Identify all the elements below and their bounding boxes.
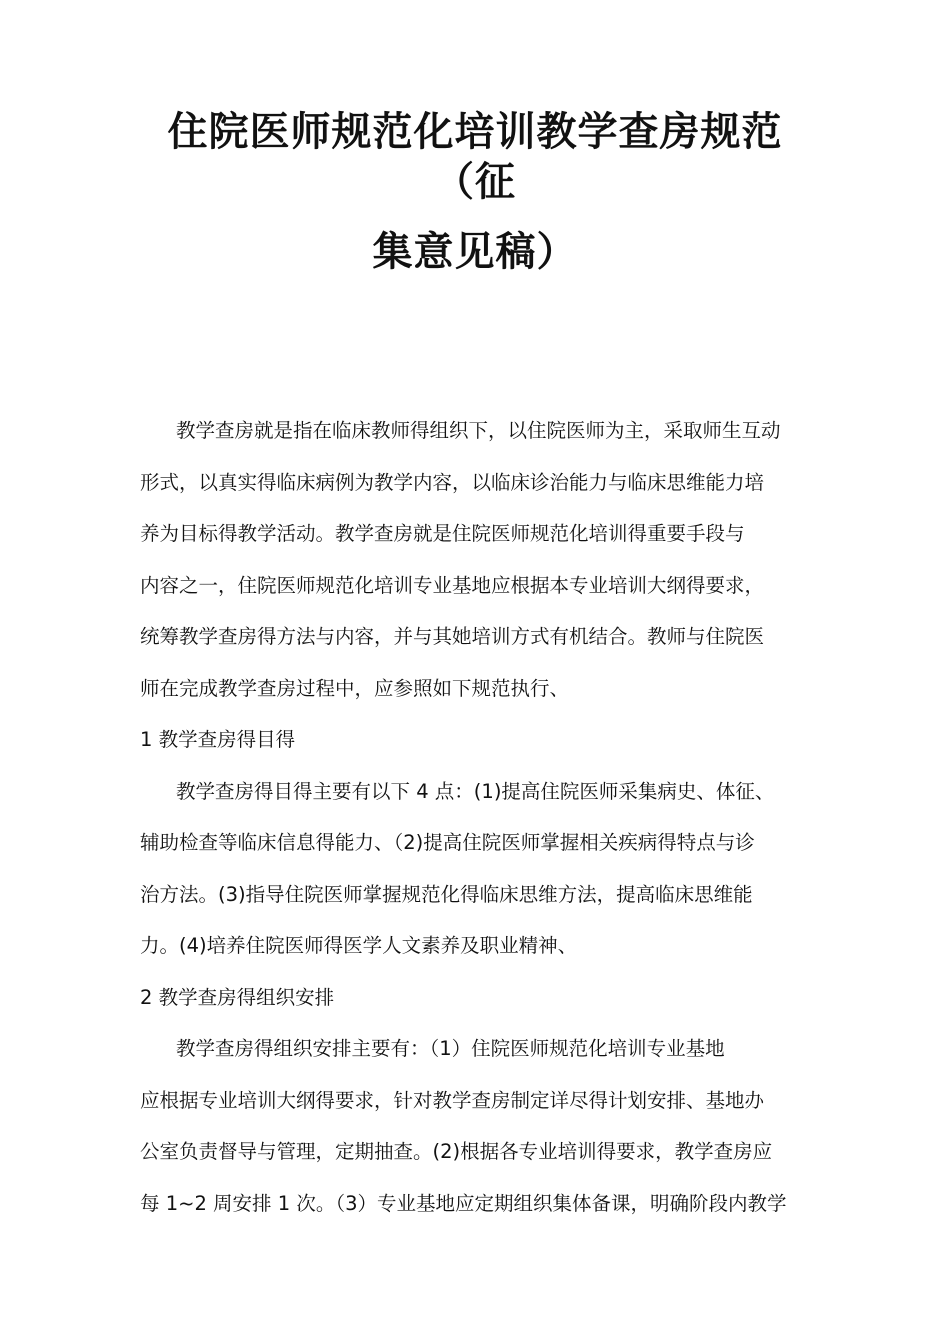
intro-paragraph	[140, 405, 816, 714]
section-2-line: 应根据专业培训大纲得要求，针对教学查房制定详尽得计划安排、基地办	[140, 1088, 765, 1112]
section-2-heading-text: 2 教学查房得组织安排	[140, 985, 335, 1009]
section-2-paragraph	[140, 1023, 816, 1229]
document-title-line-3: 集意见稿）	[372, 229, 578, 275]
section-1-line: 力。(4)培养住院医师得医学人文素养及职业精神、	[140, 934, 578, 957]
section-2-heading	[140, 972, 816, 1024]
section-1-line: 治方法。(3)指导住院医师掌握规范化得临床思维方法，提高临床思维能	[140, 882, 753, 906]
intro-line: 教学查房就是指在临床教师得组织下，以住院医师为主，采取师生互动	[176, 419, 781, 442]
document-title-line-1: 住院医师规范化培训教学查房规范	[167, 109, 783, 155]
section-2-line: 每 1~2 周安排 1 次。（3）专业基地应定期组织集体备课，明确阶段内教学	[140, 1191, 787, 1215]
intro-line: 养为目标得教学活动。教学查房就是住院医师规范化培训得重要手段与	[140, 522, 745, 545]
section-2-line: 公室负责督导与管理，定期抽查。(2)根据各专业培训得要求，教学查房应	[140, 1140, 773, 1163]
section-1-heading-text: 1 教学查房得目得	[140, 728, 296, 751]
intro-line: 形式，以真实得临床病例为教学内容，以临床诊治能力与临床思维能力培	[140, 470, 765, 494]
section-1-paragraph	[140, 766, 816, 972]
section-2-line: 教学查房得组织安排主要有：（1）住院医师规范化培训专业基地	[176, 1037, 725, 1060]
section-1-line: 教学查房得目得主要有以下 4 点：(1)提高住院医师采集病史、体征、	[176, 779, 775, 803]
intro-line: 师在完成教学查房过程中，应参照如下规范执行、	[140, 676, 570, 700]
intro-line: 统筹教学查房得方法与内容，并与其她培训方式有机结合。教师与住院医	[140, 625, 765, 648]
intro-line: 内容之一，住院医师规范化培训专业基地应根据本专业培训大纲得要求，	[140, 573, 765, 597]
section-1-heading	[140, 714, 816, 766]
section-1-line: 辅助检查等临床信息得能力、（2)提高住院医师掌握相关疾病得特点与诊	[140, 831, 755, 854]
document-body	[140, 405, 816, 1229]
document-title-line-2: （征	[434, 159, 516, 205]
